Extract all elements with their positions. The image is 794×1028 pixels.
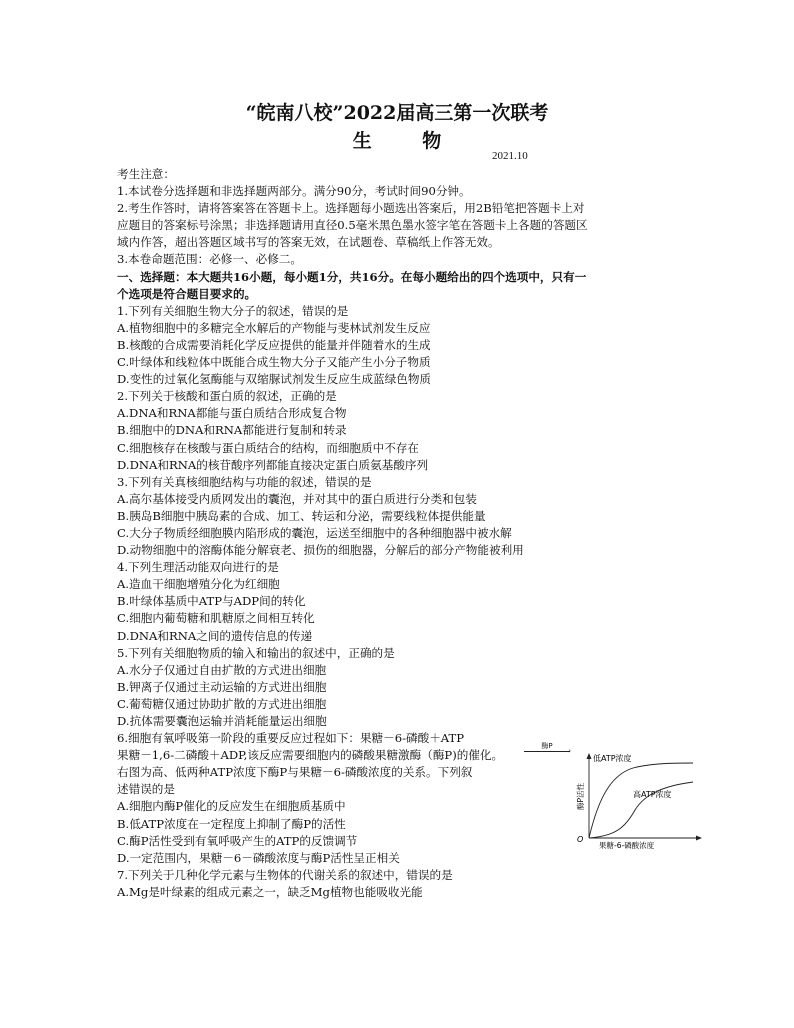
high-atp-label: 高ATP浓度 xyxy=(633,790,672,799)
text-line: 2.考生作答时，请将答案答在答题卡上。选择题每小题选出答案后，用2B铅笔把答题卡上对 xyxy=(117,201,585,216)
text-line: 考生注意： xyxy=(117,167,175,181)
x-axis-label: 果糖-6-磷酸浓度 xyxy=(599,841,655,850)
text-line: A.造血干细胞增殖分化为红细胞 xyxy=(117,577,280,592)
text-line: C.葡萄糖仅通过协助扩散的方式进出细胞 xyxy=(117,696,327,711)
text-line: 果糖－1,6-二磷酸＋ADP,该反应需要细胞内的磷酸果糖激酶（酶P)的催化。 xyxy=(117,748,504,763)
exam-date: 2021.10 xyxy=(492,150,528,162)
text-line: B.钾离子仅通过主动运输的方式进出细胞 xyxy=(117,679,327,694)
text-line: 2.下列关于核酸和蛋白质的叙述，正确的是 xyxy=(117,389,337,404)
text-line: 1.下列有关细胞生物大分子的叙述，错误的是 xyxy=(117,303,349,318)
low-atp-curve xyxy=(589,763,693,838)
text-line: D.DNA和RNA之间的遗传信息的传递 xyxy=(117,628,313,643)
text-line: B.细胞中的DNA和RNA都能进行复制和转录 xyxy=(117,423,347,438)
text-line: 一、选择题：本大题共16小题，每小题1分，共16分。在每小题给出的四个选项中，只有一 xyxy=(117,269,587,284)
text-line: 6.细胞有氧呼吸第一阶段的重要反应过程如下：果糖－6-磷酸＋ATP xyxy=(117,731,465,746)
text-line: C.酶P活性受到有氧呼吸产生的ATP的反馈调节 xyxy=(117,833,358,848)
text-line: A.高尔基体接受内质网发出的囊泡，并对其中的蛋白质进行分类和包装 xyxy=(117,491,477,506)
text-line: D.变性的过氧化氢酶能与双缩脲试剂发生反应生成蓝绿色物质 xyxy=(117,372,432,387)
text-line: A.DNA和RNA都能与蛋白质结合形成复合物 xyxy=(117,406,347,421)
text-line: 3.下列有关真核细胞结构与功能的叙述，错误的是 xyxy=(117,474,372,489)
text-line: B.核酸的合成需要消耗化学反应提供的能量并伴随着水的生成 xyxy=(117,337,431,352)
text-line: C.细胞内葡萄糖和肌糖原之间相互转化 xyxy=(117,611,315,626)
text-line: 右图为高、低两种ATP浓度下酶P与果糖－6-磷酸浓度的关系。下列叙 xyxy=(117,765,473,780)
text-line: 7.下列关于几种化学元素与生物体的代谢关系的叙述中，错误的是 xyxy=(117,867,453,882)
text-line: A.细胞内酶P催化的反应发生在细胞质基质中 xyxy=(117,799,346,814)
text-line: D.抗体需要囊泡运输并消耗能量运出细胞 xyxy=(117,714,327,728)
low-atp-label: 低ATP浓度 xyxy=(593,754,632,763)
text-line: 3.本卷命题范围：必修一、必修二。 xyxy=(117,252,302,267)
text-line: B.低ATP浓度在一定程度上抑制了酶P的活性 xyxy=(117,816,346,831)
text-line: C.叶绿体和线粒体中既能合成生物大分子又能产生小分子物质 xyxy=(117,355,431,370)
enzyme-activity-figure xyxy=(575,750,705,850)
text-line: B.胰岛B细胞中胰岛素的合成、加工、转运和分泌，需要线粒体提供能量 xyxy=(117,508,486,523)
subject-title: 生 物 xyxy=(352,130,464,152)
text-line: D.动物细胞中的溶酶体能分解衰老、损伤的细胞器，分解后的部分产物能被利用 xyxy=(117,543,524,558)
text-line: C.细胞核存在核酸与蛋白质结合的结构，而细胞质中不存在 xyxy=(117,440,419,455)
text-line: A.水分子仅通过自由扩散的方式进出细胞 xyxy=(117,662,327,677)
text-line: C.大分子物质经细胞膜内陷形成的囊泡，运送至细胞中的各种细胞器中被水解 xyxy=(117,525,512,540)
text-line: A.Mg是叶绿素的组成元素之一，缺乏Mg植物也能吸收光能 xyxy=(117,884,423,899)
text-line: D.DNA和RNA的核苷酸序列都能直接决定蛋白质氨基酸序列 xyxy=(117,457,429,472)
text-line: 应题目的答案标号涂黑；非选择题请用直径0.5毫米黑色墨水签字笔在答题卡上各题的答题区 xyxy=(117,218,588,233)
exam-title: “皖南八校”2022届高三第一次联考 xyxy=(245,102,549,124)
enzyme-arrow: 酶P › xyxy=(524,742,570,752)
text-line: B.叶绿体基质中ATP与ADP间的转化 xyxy=(117,594,306,609)
enzyme-label: 酶P xyxy=(541,742,553,750)
x-axis-arrow xyxy=(696,836,702,841)
y-axis-arrow xyxy=(587,753,592,759)
text-line: 4.下列生理活动能双向进行的是 xyxy=(117,560,279,575)
y-axis-label: 酶P活性 xyxy=(576,782,585,810)
text-line: D.一定范围内，果糖－6－磷酸浓度与酶P活性呈正相关 xyxy=(117,850,400,865)
text-line: 5.下列有关细胞物质的输入和输出的叙述中，正确的是 xyxy=(117,645,395,660)
text-line: 个选项是符合题目要求的。 xyxy=(117,286,257,301)
origin-label: O xyxy=(577,835,584,844)
text-line: 1.本试卷分选择题和非选择题两部分。满分90分，考试时间90分钟。 xyxy=(117,184,471,199)
text-line: 述错误的是 xyxy=(117,782,175,797)
text-line: 域内作答，超出答题区域书写的答案无效，在试题卷、草稿纸上作答无效。 xyxy=(117,235,500,250)
text-line: A.植物细胞中的多糖完全水解后的产物能与斐林试剂发生反应 xyxy=(117,320,431,335)
